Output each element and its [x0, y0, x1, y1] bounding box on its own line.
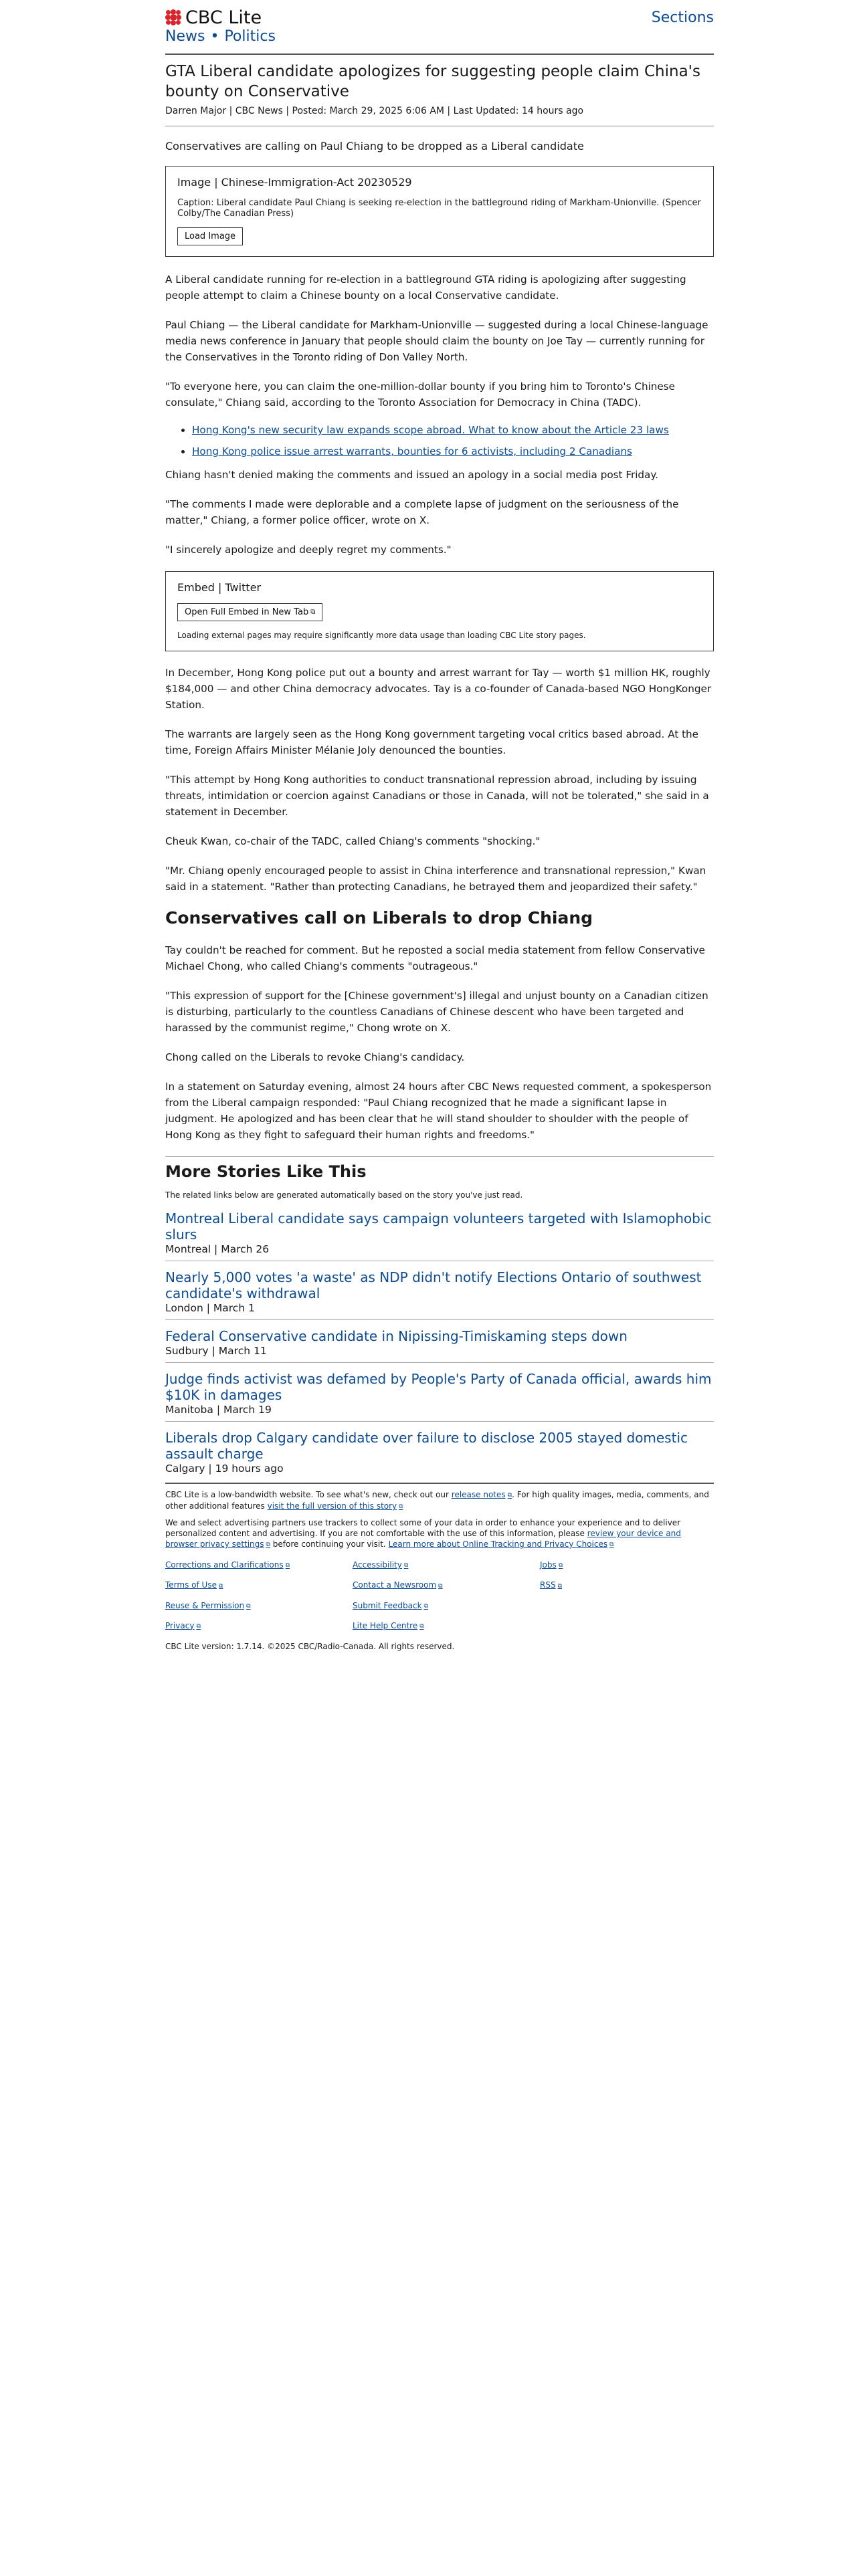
terms-link[interactable]: Terms of Use ⧉: [165, 1580, 353, 1591]
image-label: Image | Chinese-Immigration-Act 20230529: [177, 176, 412, 189]
paragraph: "This expression of support for the [Chinese government's] illegal and unjust bounty on a Canadian citizen is disturbing, particularly to the countless Canadians of Chinese descent who have been targeted and harassed by the communist regime," Chong wrote on X.: [165, 990, 708, 1034]
site-header: [165, 0, 714, 53]
story-meta: Sudbury | March 11: [165, 1345, 267, 1357]
article-byline: Darren Major | CBC News | Posted: March 29, 2025 6:06 AM | Last Updated: 14 hours ago: [165, 106, 584, 116]
full-version-link[interactable]: visit the full version of this story ⧉: [268, 1501, 403, 1511]
story-meta: Manitoba | March 19: [165, 1404, 272, 1416]
footer-text: We and select advertising partners use trackers to collect some of your data in order to enhance your experience and to deliver personalized content and advertising. If you are not comfortable with the use of this information, please: [165, 1518, 681, 1539]
breadcrumb-separator: •: [210, 28, 219, 45]
help-centre-link[interactable]: Lite Help Centre ⧉: [353, 1620, 540, 1632]
more-stories-list: [165, 1210, 714, 1480]
empty-cell: [540, 1620, 714, 1632]
paragraph: "The comments I made were deplorable and a complete lapse of judgment on the seriousness of the matter," Chiang, a former police officer, wrote on X.: [165, 498, 679, 526]
list-item: [165, 1430, 714, 1480]
related-links-list: [165, 424, 714, 457]
paragraph: "This attempt by Hong Kong authorities to conduct transnational repression abroad, including by issuing threats, intimidation or coercion against Canadians or those in Canada, will not be tolerated," she said in a statement in December.: [165, 774, 709, 818]
story-link[interactable]: Federal Conservative candidate in Nipissing-Timiskaming steps down: [165, 1328, 628, 1344]
paragraph: In a statement on Saturday evening, almost 24 hours after CBC News requested comment, a spokesperson from the Liberal campaign responded: "Paul Chiang recognized that he made a significant lapse in judgment. He apologized and has been clear that he will stand shoulder to shoulder with the people of Hong Kong as they fight to safeguard their human rights and freedoms.": [165, 1081, 712, 1141]
story-meta: London | March 1: [165, 1302, 255, 1314]
footer-text: before continuing your visit.: [270, 1539, 389, 1549]
version-text: CBC Lite version: 1.7.14. ©2025 CBC/Radio-Canada. All rights reserved.: [165, 1641, 455, 1651]
list-item: [165, 1269, 714, 1320]
paragraph: Cheuk Kwan, co-chair of the TADC, called Chiang's comments "shocking.": [165, 835, 541, 847]
corrections-link[interactable]: Corrections and Clarifications ⧉: [165, 1560, 353, 1571]
page: [165, 0, 714, 1652]
divider: [165, 1483, 714, 1484]
accessibility-link[interactable]: Accessibility ⧉: [353, 1560, 540, 1571]
paragraph: "Mr. Chiang openly encouraged people to assist in China interference and transnational repression," Kwan said in a statement. "Rather than protecting Canadians, he betrayed them and jeopardized their safety.": [165, 865, 706, 893]
list-item: [165, 1328, 714, 1363]
paragraph: The warrants are largely seen as the Hong Kong government targeting vocal critics based abroad. At the time, Foreign Affairs Minister Mélanie Joly denounced the bounties.: [165, 728, 699, 756]
list-item: [165, 1210, 714, 1261]
paragraph: Paul Chiang — the Liberal candidate for Markham-Unionville — suggested during a local Chinese-language media news conference in January that people should claim the bounty on Joe Tay — currently running for the Conservatives in the Toronto riding of Don Valley North.: [165, 319, 708, 363]
list-item: [192, 445, 714, 457]
paragraph: "I sincerely apologize and deeply regret my comments.": [165, 544, 452, 556]
more-stories-heading: More Stories Like This: [165, 1162, 367, 1181]
breadcrumb: [165, 28, 276, 45]
article-headline: GTA Liberal candidate apologizes for suggesting people claim China's bounty on Conservative: [165, 63, 700, 100]
article-deck: Conservatives are calling on Paul Chiang to be dropped as a Liberal candidate: [165, 140, 584, 152]
embed-label: Embed | Twitter: [177, 581, 262, 594]
image-caption: Caption: Liberal candidate Paul Chiang is seeking re-election in the battleground riding of Markham-Unionville. (Spencer Colby/The Canadian Press): [177, 198, 701, 219]
related-link-article-23[interactable]: Hong Kong's new security law expands scope abroad. What to know about the Article 23 laws: [192, 424, 669, 436]
cbc-lite-logo[interactable]: [165, 4, 262, 31]
more-stories-note: The related links below are generated automatically based on the story you've just read.: [165, 1190, 523, 1200]
story-meta: Calgary | 19 hours ago: [165, 1463, 284, 1475]
footer-privacy: [165, 1517, 714, 1550]
list-item: [165, 1371, 714, 1422]
privacy-link[interactable]: Privacy ⧉: [165, 1620, 353, 1632]
open-embed-label: Open Full Embed in New Tab: [185, 607, 309, 617]
image-placeholder: [165, 166, 714, 257]
open-embed-button[interactable]: [177, 603, 322, 621]
story-meta: Montreal | March 26: [165, 1243, 270, 1255]
embed-note: Loading external pages may require significantly more data usage than loading CBC Lite story pages.: [177, 631, 586, 640]
divider: [165, 1156, 714, 1157]
jobs-link[interactable]: Jobs ⧉: [540, 1560, 714, 1571]
footer-text: . For high quality images, media, comments, and other additional features: [165, 1490, 709, 1511]
sections-link[interactable]: Sections: [651, 9, 714, 26]
contact-newsroom-link[interactable]: Contact a Newsroom ⧉: [353, 1580, 540, 1591]
rss-link[interactable]: RSS ⧉: [540, 1580, 714, 1591]
list-item: [192, 424, 714, 436]
paragraph: In December, Hong Kong police put out a bounty and arrest warrant for Tay — worth $1 million HK, roughly $184,000 — and other China democracy advocates. Tay is a co-founder of Canada-based NGO HongKonger Station.: [165, 667, 712, 711]
empty-cell: [540, 1600, 714, 1612]
footer-links: [165, 1560, 714, 1631]
site-footer: [165, 1489, 714, 1652]
release-notes-link[interactable]: release notes ⧉: [452, 1490, 512, 1499]
paragraph: "To everyone here, you can claim the one-million-dollar bounty if you bring him to Toronto's Chinese consulate," Chiang said, according to the Toronto Association for Democracy in China (TADC).: [165, 381, 676, 409]
divider: [165, 53, 714, 55]
story-link[interactable]: Judge finds activist was defamed by People's Party of Canada official, awards him $10K in damages: [165, 1371, 712, 1403]
tracking-choices-link[interactable]: Learn more about Online Tracking and Privacy Choices ⧉: [389, 1539, 614, 1549]
related-link-arrest-warrants[interactable]: Hong Kong police issue arrest warrants, bounties for 6 activists, including 2 Canadians: [192, 445, 632, 457]
reuse-permission-link[interactable]: Reuse & Permission ⧉: [165, 1600, 353, 1612]
twitter-embed: [165, 571, 714, 651]
story-link[interactable]: Nearly 5,000 votes 'a waste' as NDP didn't notify Elections Ontario of southwest candidate's withdrawal: [165, 1269, 702, 1301]
submit-feedback-link[interactable]: Submit Feedback ⧉: [353, 1600, 540, 1612]
section-heading: Conservatives call on Liberals to drop Chiang: [165, 908, 593, 928]
external-link-icon: [308, 607, 315, 617]
story-link[interactable]: Liberals drop Calgary candidate over failure to disclose 2005 stayed domestic assault charge: [165, 1430, 688, 1462]
footer-about: [165, 1489, 714, 1512]
breadcrumb-news[interactable]: News: [165, 28, 205, 45]
paragraph: Chiang hasn't denied making the comments and issued an apology in a social media post Friday.: [165, 469, 659, 481]
paragraph: Chong called on the Liberals to revoke Chiang's candidacy.: [165, 1051, 465, 1063]
breadcrumb-politics[interactable]: Politics: [224, 28, 276, 45]
paragraph: Tay couldn't be reached for comment. But he reposted a social media statement from fellow Conservative Michael Chong, who called Chiang's comments "outrageous.": [165, 944, 705, 972]
brand-name: CBC Lite: [185, 7, 262, 28]
load-image-button[interactable]: Load Image: [177, 227, 243, 245]
story-link[interactable]: Montreal Liberal candidate says campaign volunteers targeted with Islamophobic slurs: [165, 1210, 712, 1243]
privacy-settings-link[interactable]: review your device and browser privacy settings ⧉: [165, 1529, 681, 1549]
cbc-gem-icon: [165, 9, 181, 25]
paragraph: A Liberal candidate running for re-election in a battleground GTA riding is apologizing after suggesting people attempt to claim a Chinese bounty on a local Conservative candidate.: [165, 274, 686, 302]
footer-text: CBC Lite is a low-bandwidth website. To see what's new, check out our: [165, 1490, 452, 1499]
